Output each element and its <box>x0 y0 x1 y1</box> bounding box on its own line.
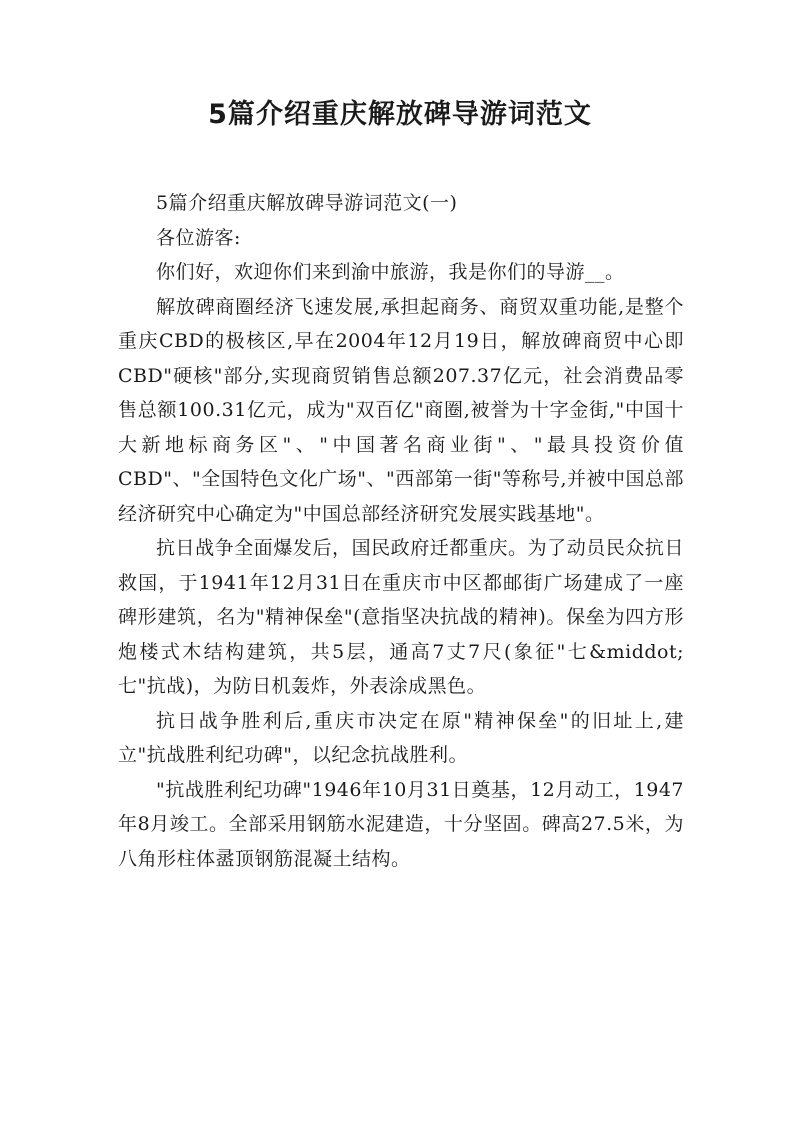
paragraph-victory: 抗日战争胜利后,重庆市决定在原"精神保垒"的旧址上,建立"抗战胜利纪功碑"，以纪念抗战胜利。 <box>118 709 684 766</box>
greeting-line: 各位游客: <box>156 226 241 249</box>
paragraph-monument: "抗战胜利纪功碑"1946年10月31日奠基，12月动工，1947年8月竣工。全部采用钢筋水泥建造，十分坚固。碑高27.5米，为八角形柱体盝顶钢筋混凝土结构。 <box>118 778 684 870</box>
section-heading: 5篇介绍重庆解放碑导游词范文(一) <box>156 192 458 214</box>
paragraph-history: 抗日战争全面爆发后，国民政府迁都重庆。为了动员民众抗日救国，于1941年12月31日在重庆市中区都邮街广场建成了一座碑形建筑，名为"精神保垒"(意指坚决抗战的精神)。保垒为四方形炮楼式木结构建筑，共5层，通高7丈7尺(象征"七&middot;七"抗战)，为防日机轰炸，外表涂成黑色。 <box>118 537 684 697</box>
welcome-line: 你们好，欢迎你们来到渝中旅游，我是你们的导游__。 <box>156 261 625 283</box>
document-body <box>118 186 684 876</box>
document-title: 5篇介绍重庆解放碑导游词范文 <box>208 99 592 130</box>
paragraph-cbd: 解放碑商圈经济飞速发展,承担起商务、商贸双重功能,是整个重庆CBD的极核区,早在2004年12月19日，解放碑商贸中心即CBD"硬核"部分,实现商贸销售总额207.37亿元，社会消费品零售总额100.31亿元，成为"双百亿"商圈,被誉为十字金街,"中国十大新地标商务区"、"中国著名商业街"、"最具投资价值CBD"、"全国特色文化广场"、"西部第一街"等称号,并被中国总部经济研究中心确定为"中国总部经济研究发展实践基地"。 <box>118 295 684 525</box>
